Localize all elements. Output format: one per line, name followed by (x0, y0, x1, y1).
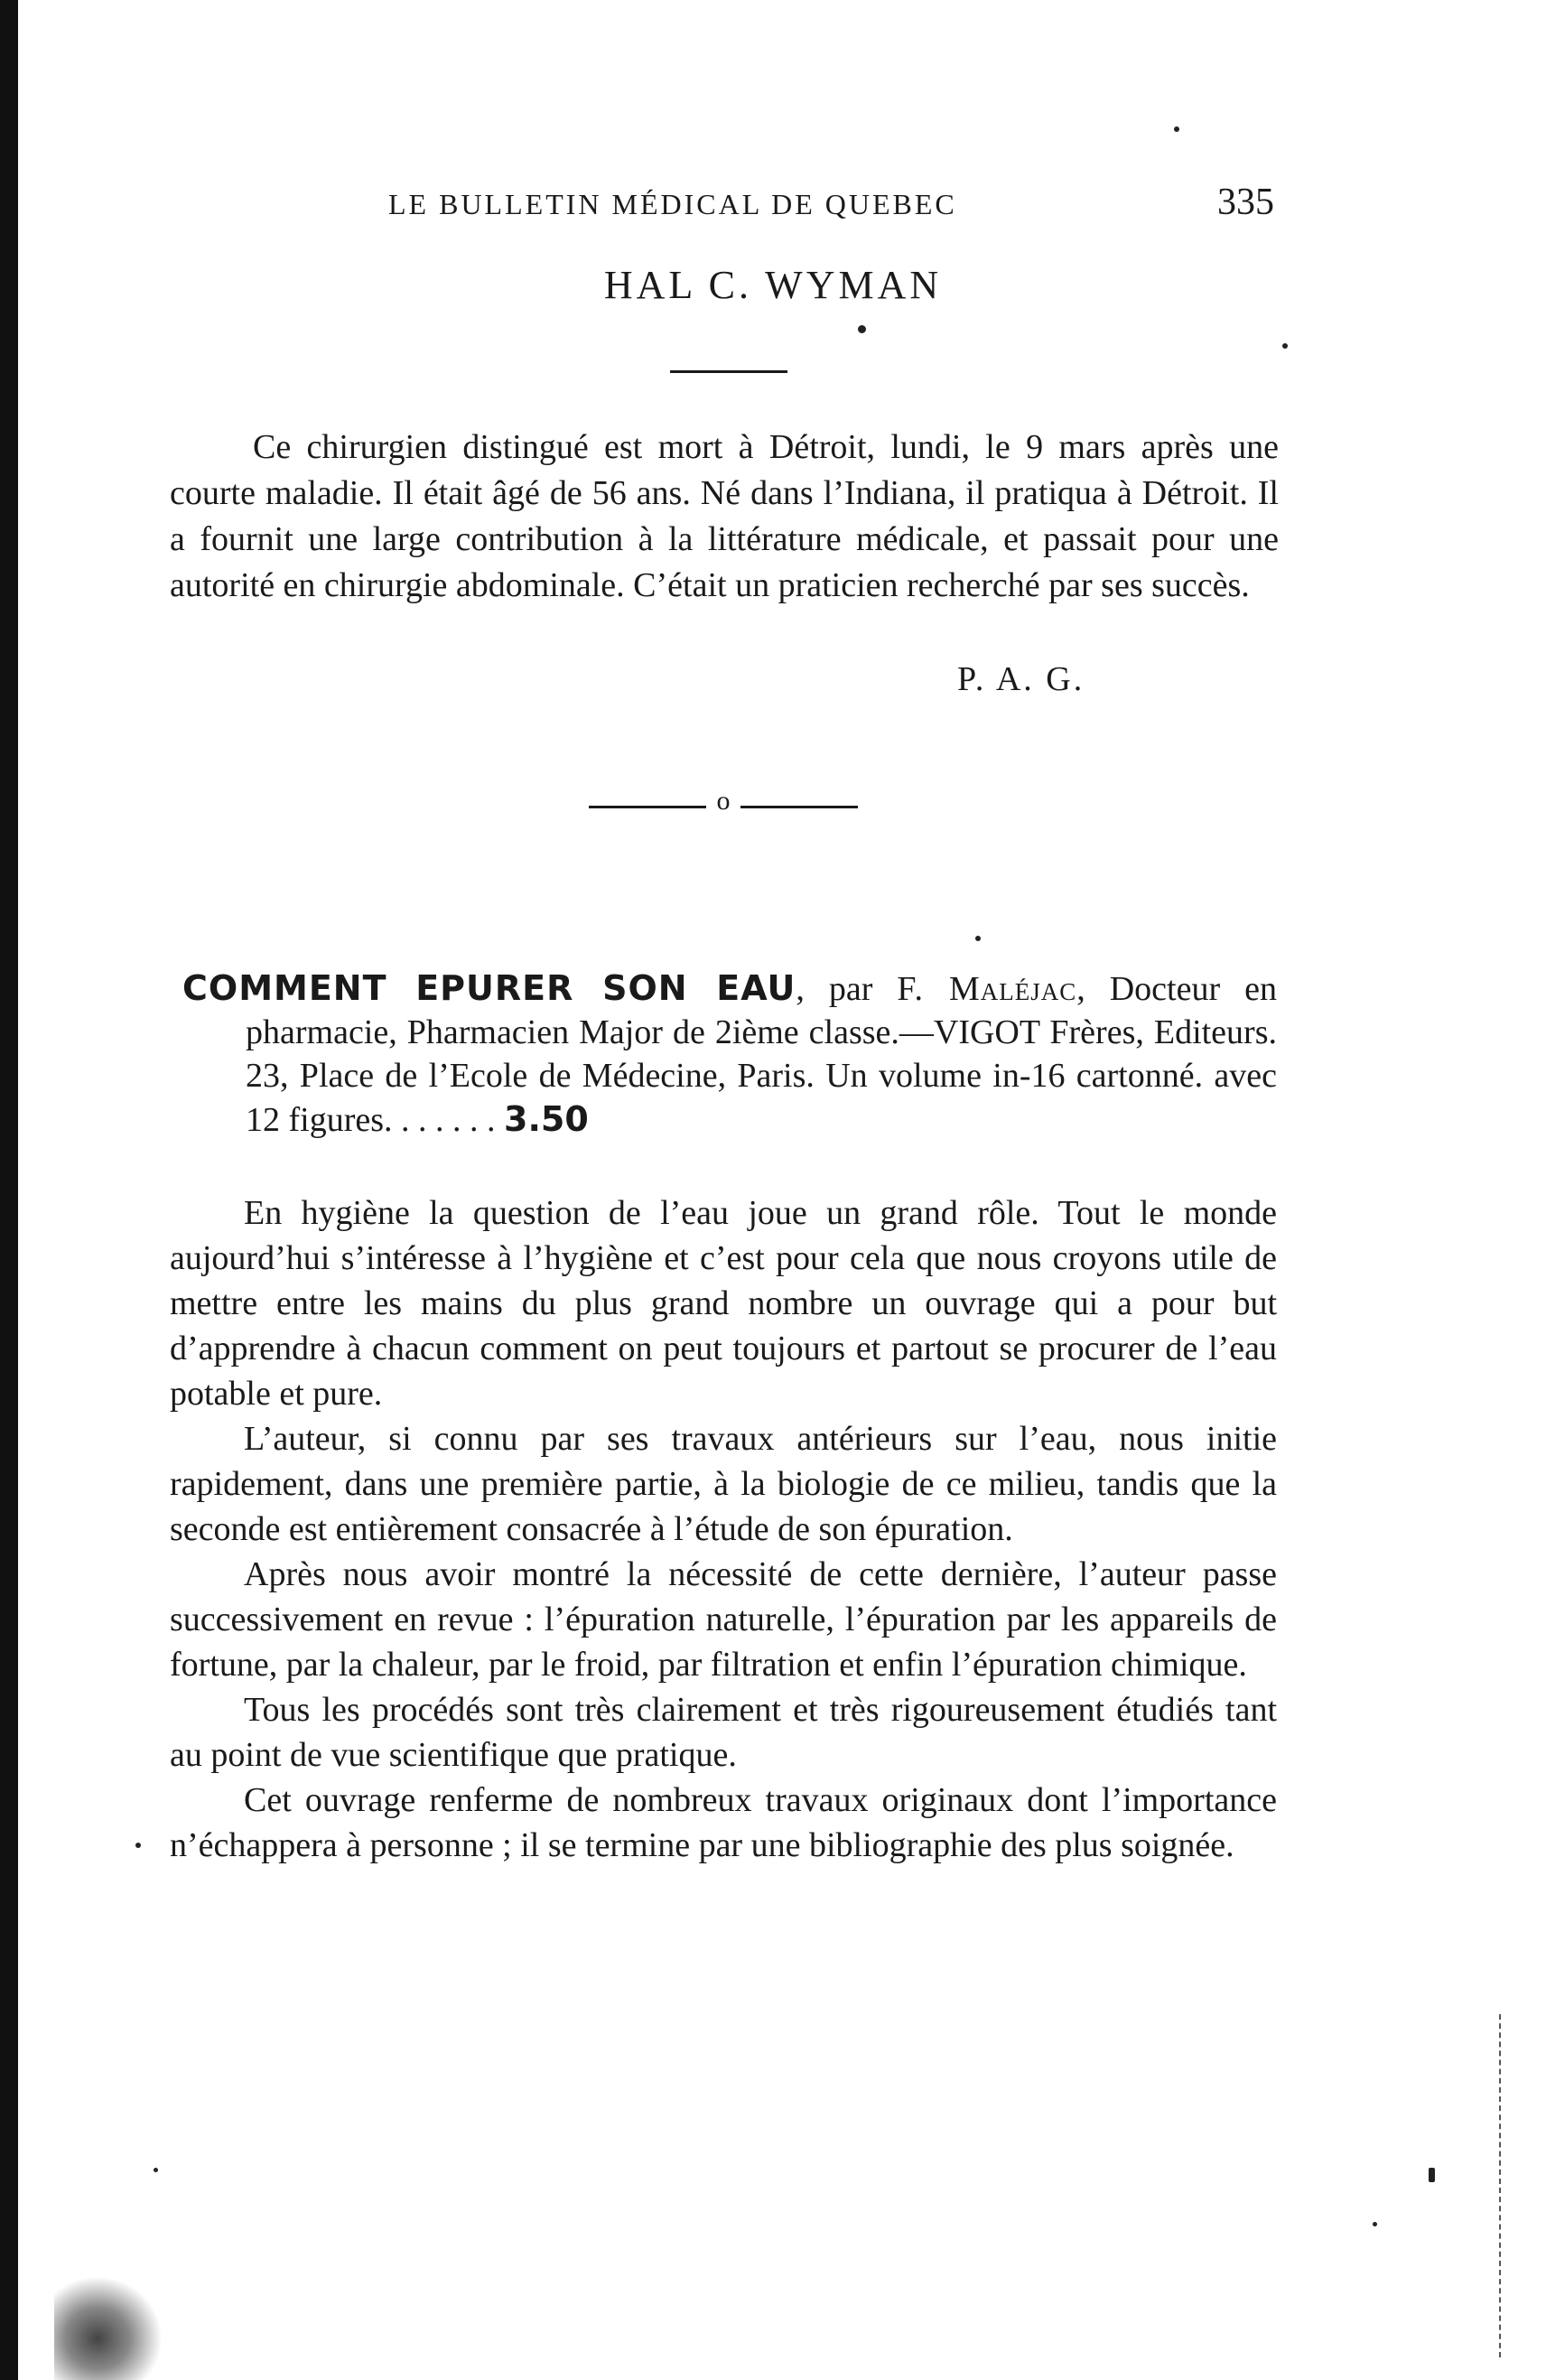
obituary-title: HAL C. WYMAN (603, 263, 943, 307)
review-paragraph-4: Tous les procédés sont très clairement et très rigoureusement étudiés tant au point de vue scientifique que pratique. (170, 1691, 1277, 1774)
running-head (0, 181, 1546, 235)
page-edge-shadow (0, 0, 18, 2380)
author-prefix: , par (796, 970, 898, 1008)
scan-speck (154, 2168, 158, 2172)
scan-speck (135, 1843, 141, 1848)
review-paragraph-3: Après nous avoir montré la nécessité de cette dernière, l’auteur passe successivement en revue : l’épuration naturelle, l’épuration par les appareils de fortune, par la chaleur, par le froid, par filtration et enfin l’épuration chimique. (170, 1555, 1277, 1684)
book-price: 3.50 (504, 1099, 589, 1139)
review-paragraph-5: Cet ouvrage renferme de nombreux travaux originaux dont l’importance n’échappera à personne ; il se termine par une bibliographie des plus soignée. (170, 1781, 1277, 1864)
obituary-text (170, 425, 1279, 609)
binding-edge-marks (1499, 2014, 1519, 2357)
obituary-signature: P. A. G. (957, 660, 1085, 698)
book-details: , Docteur en pharmacie, Pharmacien Major de 2ième classe.—VIGOT Frères, Editeurs. 23, Place de l’Ecole de Médecine, Paris. Un volume in-16 cartonné. avec 12 figures. . . . . . . (246, 970, 1277, 1139)
review-paragraph-2: L’auteur, si connu par ses travaux antérieurs sur l’eau, nous initie rapidement, dans une première partie, à la biologie de ce milieu, tandis que la seconde est entièrement consacrée à l’étude de son épuration. (170, 1420, 1277, 1548)
divider-line-left (589, 806, 706, 808)
scan-speck (1373, 2222, 1377, 2226)
scan-speck (1282, 343, 1288, 349)
obituary-paragraph: Ce chirurgien distingué est mort à Détroit, lundi, le 9 mars après une courte maladie. Il était âgé de 56 ans. Né dans l’Indiana, il pratiqua à Détroit. Il a fournit une large contribution à la littérature médicale, et passait pour une autorité en chirurgie abdominale. C’était un praticien recherché par ses succès. (170, 428, 1279, 604)
scan-speck (1429, 2168, 1435, 2182)
scan-speck (975, 936, 981, 941)
running-title: LE BULLETIN MÉDICAL DE QUEBEC (388, 188, 957, 220)
corner-stain (54, 2276, 163, 2380)
section-divider (589, 786, 860, 822)
review-body (170, 1190, 1277, 1868)
divider-ornament: o (716, 786, 731, 816)
book-title: COMMENT EPURER SON EAU (182, 968, 796, 1008)
scan-speck (1174, 126, 1179, 132)
citation-paragraph (182, 966, 1277, 1142)
divider-line-right (740, 806, 858, 808)
scan-speck (858, 325, 866, 333)
review-paragraph-1: En hygiène la question de l’eau joue un grand rôle. Tout le monde aujourd’hui s’intéresse à l’hygiène et c’est pour cela que nous croyons utile de mettre entre les mains du plus grand nombre un ouvrage qui a pour but d’apprendre à chacun comment on peut toujours et partout se procurer de l’eau potable et pure. (170, 1194, 1277, 1413)
book-citation (182, 966, 1277, 1142)
title-rule (670, 370, 787, 373)
book-author: F. Maléjac (897, 970, 1077, 1008)
page-number: 335 (1217, 182, 1274, 223)
